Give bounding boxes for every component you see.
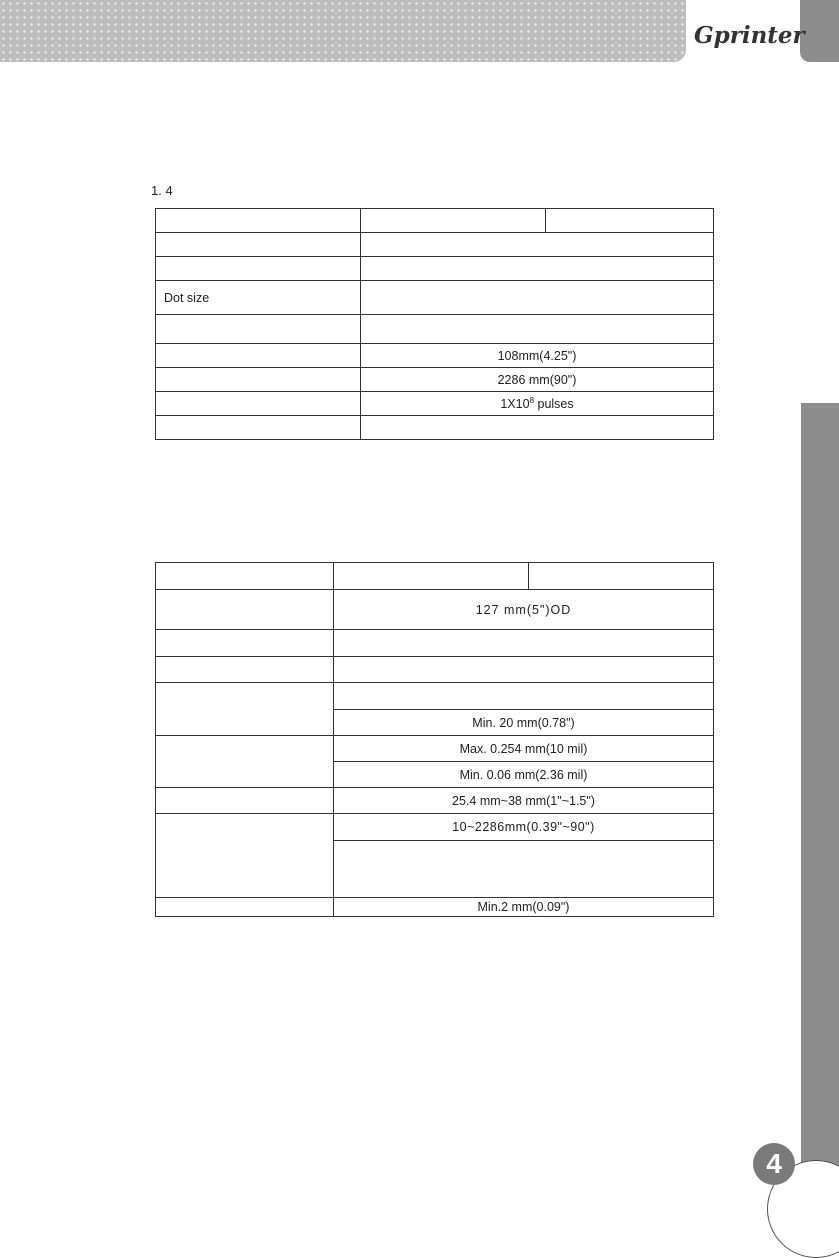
label-length-value: 10~2286mm(0.39"~90") — [334, 814, 714, 841]
table-row — [156, 898, 714, 917]
table-row — [156, 233, 714, 257]
table-cell — [334, 563, 529, 590]
header-band — [0, 0, 686, 62]
table-cell — [361, 281, 714, 315]
table-cell — [156, 788, 334, 814]
print-length-value: 2286 mm(90") — [361, 368, 714, 392]
min-thickness-value: Min. 0.06 mm(2.36 mil) — [334, 762, 714, 788]
head-life-exponent: 8 — [529, 395, 535, 405]
table-cell — [334, 657, 714, 683]
table-cell — [156, 898, 334, 917]
table-cell — [156, 563, 334, 590]
side-bar — [801, 403, 839, 1225]
head-life-base: 1X10 — [500, 397, 530, 412]
table-row — [156, 344, 714, 368]
table-cell — [156, 368, 361, 392]
table-cell — [156, 344, 361, 368]
gprinter-logo: Gprinter — [694, 22, 805, 49]
max-thickness-value: Max. 0.254 mm(10 mil) — [334, 736, 714, 762]
page-number-badge: 4 — [753, 1143, 795, 1185]
section-number: 1. 4 — [151, 183, 173, 198]
table-row — [156, 368, 714, 392]
table-row — [156, 563, 714, 590]
gap-value: Min.2 mm(0.09") — [334, 898, 714, 917]
table-cell — [334, 630, 714, 657]
table-cell — [156, 209, 361, 233]
header-tab — [800, 0, 839, 62]
table-row — [156, 590, 714, 630]
table-cell — [361, 209, 546, 233]
head-life-value — [361, 392, 714, 416]
table-cell — [156, 315, 361, 344]
table-cell — [156, 257, 361, 281]
min-width-value: Min. 20 mm(0.78") — [334, 710, 714, 736]
table-cell — [361, 233, 714, 257]
table-row — [156, 788, 714, 814]
table-row — [156, 683, 714, 710]
table-cell — [156, 683, 334, 736]
head-life-unit: pulses — [534, 397, 574, 412]
table-cell — [546, 209, 714, 233]
table-cell — [156, 590, 334, 630]
spec-table-1 — [155, 208, 714, 440]
table-cell — [529, 563, 714, 590]
table-cell — [156, 416, 361, 440]
table-row — [156, 416, 714, 440]
table-cell — [361, 257, 714, 281]
table-cell — [334, 683, 714, 710]
print-width-value: 108mm(4.25") — [361, 344, 714, 368]
table-cell — [156, 630, 334, 657]
table-row — [156, 392, 714, 416]
table-cell — [156, 392, 361, 416]
table-row — [156, 257, 714, 281]
table-row — [156, 657, 714, 683]
table-row — [156, 814, 714, 841]
table-cell — [361, 416, 714, 440]
table-cell — [156, 233, 361, 257]
table-cell — [334, 841, 714, 898]
table-row — [156, 736, 714, 762]
dot-size-label: Dot size — [156, 281, 361, 315]
spec-table-2 — [155, 562, 714, 917]
table-cell — [156, 657, 334, 683]
table-row — [156, 281, 714, 315]
table-row — [156, 630, 714, 657]
core-diameter-value: 25.4 mm~38 mm(1"~1.5") — [334, 788, 714, 814]
table-cell — [361, 315, 714, 344]
table-cell — [156, 814, 334, 898]
table-row — [156, 315, 714, 344]
table-row — [156, 209, 714, 233]
roll-diameter-value: 127 mm(5")OD — [334, 590, 714, 630]
table-cell — [156, 736, 334, 788]
